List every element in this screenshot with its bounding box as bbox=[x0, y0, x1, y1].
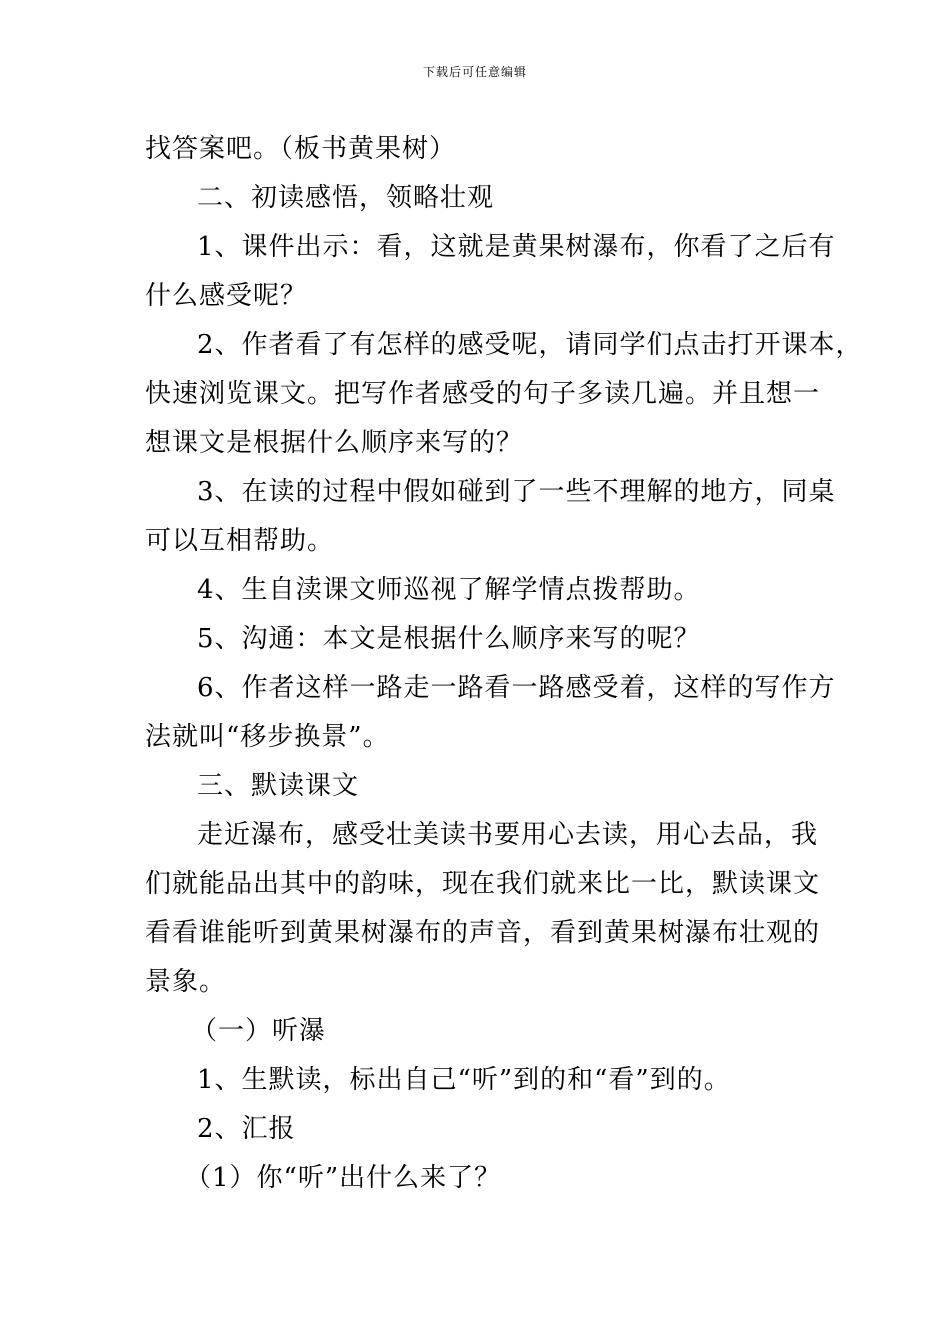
section-heading: 二、初读感悟，领略壮观 bbox=[197, 183, 495, 213]
text-line: 1、生默读，标出自己“听”到的和“看”到的。 bbox=[197, 1065, 731, 1095]
text-line: （1）你“听”出什么来了？ bbox=[185, 1163, 502, 1193]
text-line: 什么感受呢？ bbox=[145, 281, 308, 311]
subsection-heading: （一）听瀑 bbox=[191, 1016, 327, 1046]
text-line: 走近瀑布，感受壮美读书要用心去读，用心去品，我 bbox=[197, 820, 819, 850]
text-line: 4、生自渎课文师巡视了解学情点拨帮助。 bbox=[197, 575, 701, 605]
text-line: 快速浏览课文。把写作者感受的句子多读几遍。并且想一 bbox=[145, 379, 821, 409]
text-line: 们就能品出其中的韵味，现在我们就来比一比，默读课文 bbox=[145, 869, 821, 899]
text-line: 2、汇报 bbox=[197, 1114, 296, 1144]
text-line: 6、作者这样一路走一路看一路感受着，这样的写作方 bbox=[197, 673, 836, 703]
text-line: 3、在读的过程中假如碰到了一些不理解的地方，同桌 bbox=[197, 477, 836, 507]
text-line: 找答案吧。（板书黄果树） bbox=[145, 134, 457, 164]
section-heading: 三、默读课文 bbox=[197, 771, 360, 801]
text-line: 1、课件出示：看，这就是黄果树瀑布，你看了之后有 bbox=[197, 232, 836, 262]
text-line: 想课文是根据什么顺序来写的？ bbox=[145, 428, 524, 458]
page-header: 下载后可任意编辑 bbox=[422, 65, 527, 79]
text-line: 2、作者看了有怎样的感受呢，请同学们点击打开课本， bbox=[197, 330, 863, 360]
text-line: 法就叫“移步换景”。 bbox=[145, 722, 390, 752]
text-line: 可以互相帮助。 bbox=[145, 526, 335, 556]
document-body bbox=[145, 125, 863, 1203]
text-line: 景象。 bbox=[145, 967, 227, 997]
text-line: 5、沟通：本文是根据什么顺序来写的呢？ bbox=[197, 624, 701, 654]
text-line: 看看谁能听到黄果树瀑布的声音，看到黄果树瀑布壮观的 bbox=[145, 918, 821, 948]
